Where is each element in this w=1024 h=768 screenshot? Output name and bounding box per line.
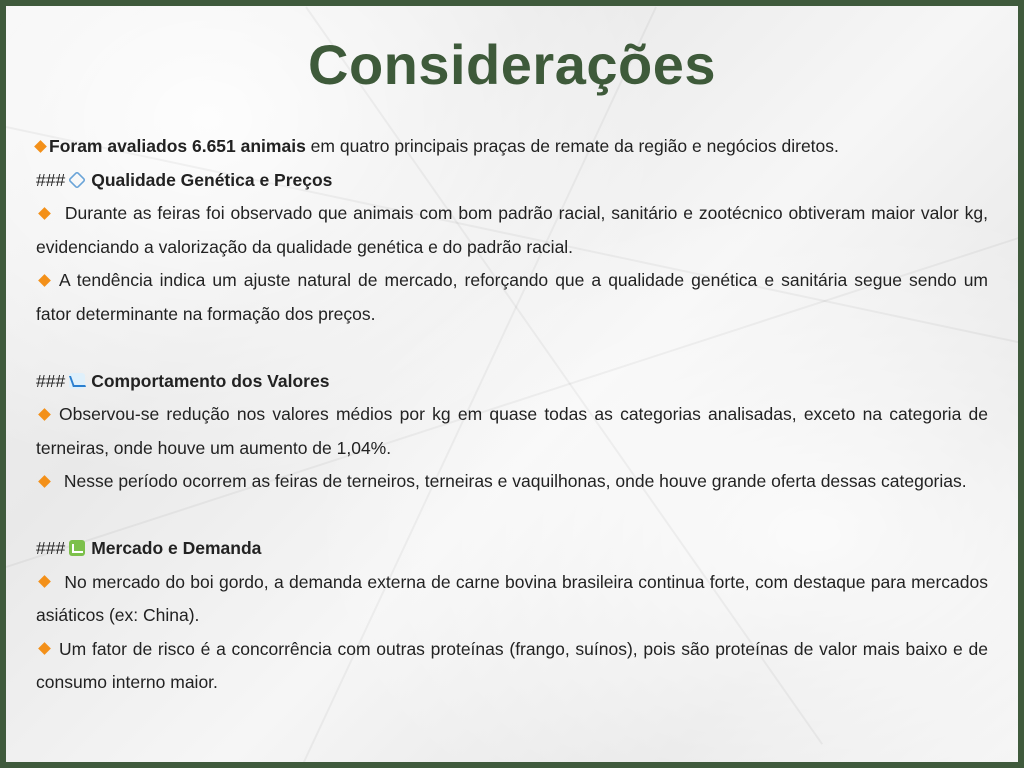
section-heading — [36, 532, 988, 566]
intro-text: em quatro principais praças de remate da região e negócios diretos. — [305, 136, 839, 156]
bullet-diamond-icon — [38, 475, 51, 488]
dna-icon — [68, 170, 86, 188]
section-heading — [36, 365, 988, 399]
bullet-text: Durante as feiras foi observado que animais com bom padrão racial, sanitário e zootécnico obtiveram maior valor kg, evidenciando a valorização da qualidade genética e do padrão racial. — [36, 203, 988, 257]
slide-frame — [6, 6, 1018, 762]
bullet-diamond-icon — [34, 140, 47, 153]
bullet-diamond-icon — [38, 207, 51, 220]
list-item — [36, 398, 988, 465]
list-item — [36, 264, 988, 331]
list-item — [36, 566, 988, 633]
heading-prefix: ### — [36, 370, 66, 391]
bullet-text: Um fator de risco é a concorrência com outras proteínas (frango, suínos), pois são proteínas de valor mais baixo e de consumo interno maior. — [36, 638, 988, 692]
heading-prefix: ### — [36, 538, 66, 558]
bullet-diamond-icon — [38, 643, 51, 656]
heading-text: Comportamento dos Valores — [91, 370, 330, 391]
list-item — [36, 197, 988, 264]
chart-decreasing-icon — [69, 373, 85, 389]
heading-text: Mercado e Demanda — [91, 538, 262, 558]
bullet-diamond-icon — [38, 576, 51, 589]
bullet-text: A tendência indica um ajuste natural de mercado, reforçando que a qualidade genética e sanitária segue sendo um fator determinante na formação dos preços. — [36, 270, 988, 324]
bullet-diamond-icon — [38, 408, 51, 421]
content-body — [36, 130, 988, 700]
bullet-diamond-icon — [38, 274, 51, 287]
bullet-text: No mercado do boi gordo, a demanda externa de carne bovina brasileira continua forte, com destaque para mercados asiáticos (ex: China). — [36, 571, 988, 625]
section-heading — [36, 164, 988, 198]
bullet-text: Observou-se redução nos valores médios por kg em quase todas as categorias analisadas, exceto na categoria de terneiras, onde houve um aumento de 1,04%. — [36, 404, 988, 458]
bullet-text: Nesse período ocorrem as feiras de terneiros, terneiras e vaquilhonas, onde houve grande oferta dessas categorias. — [59, 471, 967, 491]
list-item — [36, 465, 988, 499]
intro-paragraph — [36, 130, 988, 164]
intro-bold: Foram avaliados 6.651 animais — [49, 136, 306, 156]
list-item — [36, 633, 988, 700]
heading-prefix: ### — [36, 169, 66, 190]
page-title: Considerações — [308, 33, 716, 96]
heading-text: Qualidade Genética e Preços — [91, 169, 333, 190]
chart-increasing-icon — [69, 540, 85, 556]
